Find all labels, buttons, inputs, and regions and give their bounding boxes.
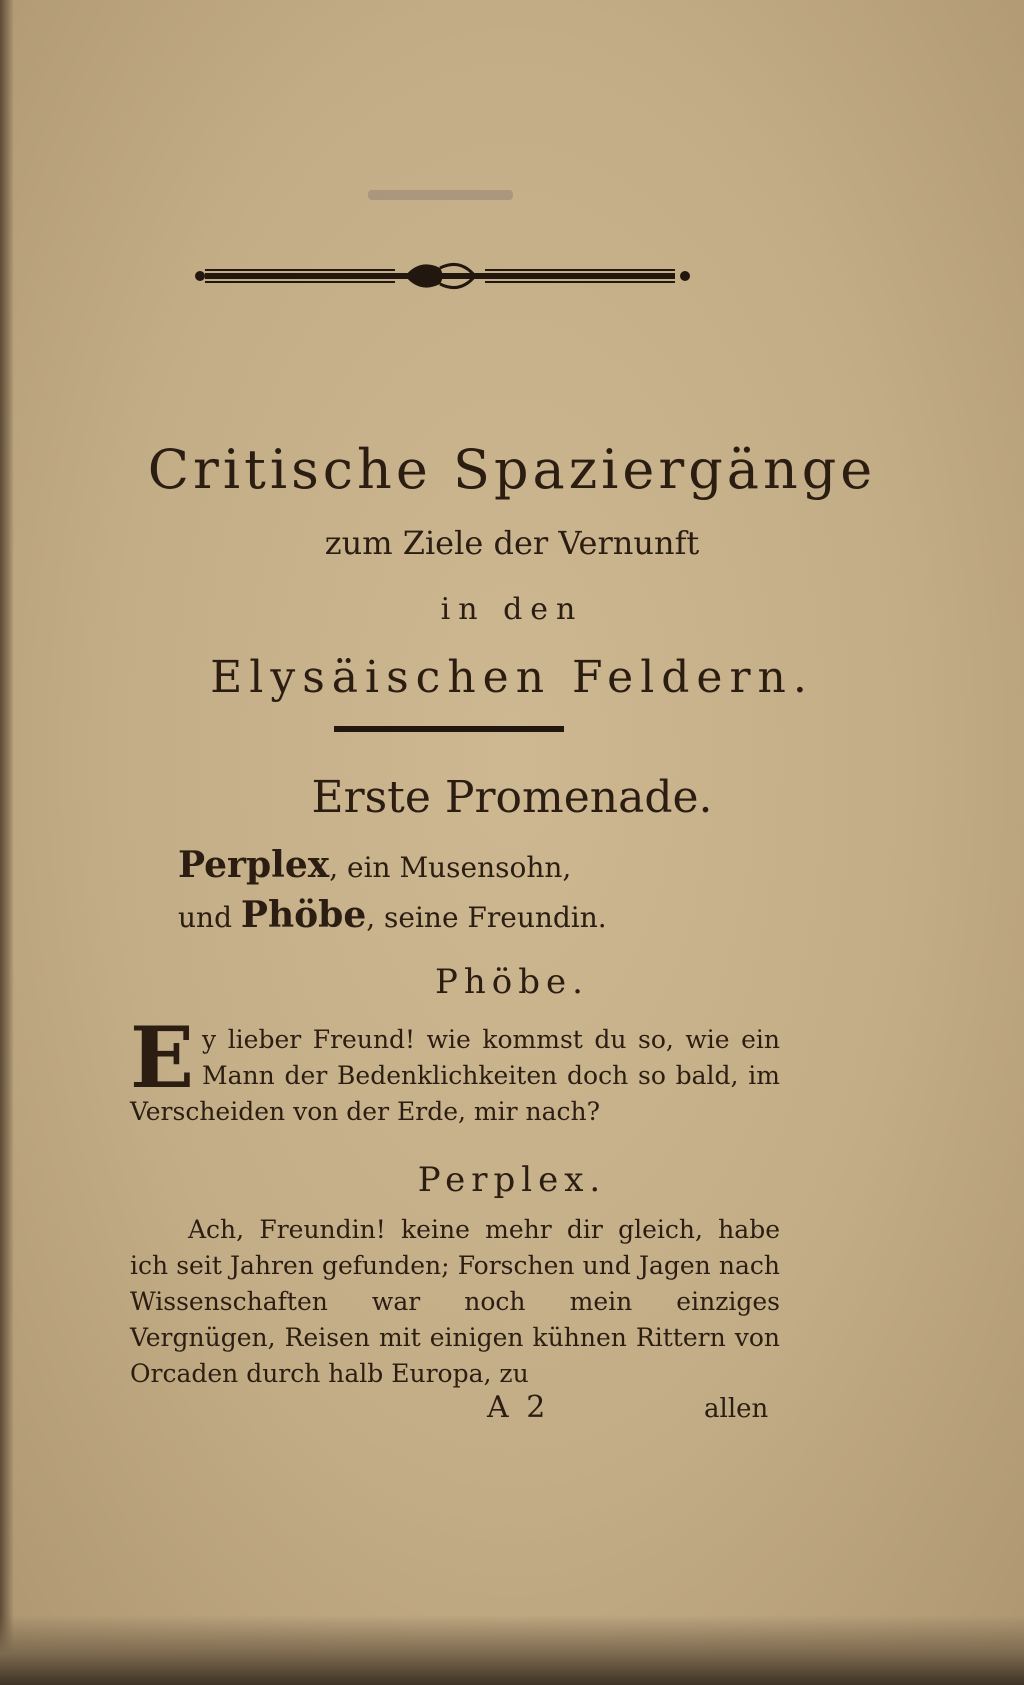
- cast-desc-phoebe: , seine Freundin.: [366, 901, 607, 934]
- cast-name-phoebe: Phöbe: [240, 894, 367, 936]
- paragraph-2: [130, 1212, 780, 1392]
- speaker-phoebe: Phöbe.: [435, 962, 589, 1002]
- cast-line-2: [178, 894, 607, 936]
- paragraph-1-text: y lieber Freund! wie kommst du so, wie ein Mann der Bedenklichkeiten doch so bald, im Verscheiden von der Erde, mir nach?: [130, 1025, 780, 1126]
- horizontal-rule: [334, 726, 564, 732]
- paragraph-1: [130, 1008, 780, 1130]
- cast-name-perplex: Perplex: [178, 844, 330, 886]
- subtitle-line-1: zum Ziele der Vernunft: [324, 524, 700, 562]
- ornamental-border: [195, 256, 695, 296]
- signature-mark: A 2: [487, 1390, 550, 1425]
- cast-prefix: und: [178, 901, 241, 934]
- page-title: Critische Spaziergänge: [147, 438, 877, 501]
- speaker-perplex: Perplex.: [417, 1160, 607, 1200]
- cast-line-1: [178, 844, 571, 886]
- subtitle-line-2: in den: [440, 592, 584, 627]
- catchword: allen: [704, 1394, 769, 1424]
- paragraph-2-text: Ach, Freundin! keine mehr dir gleich, habe ich seit Jahren gefunden; Forschen und Jagen nach Wissenschaften war noch mein einziges Vergnügen, Reisen mit einigen kühnen Rittern von Orcaden durch halb Europa, zu: [130, 1215, 780, 1388]
- page-bottom-edge: [0, 1615, 1024, 1685]
- subtitle-line-3: Elysäischen Feldern.: [210, 652, 814, 703]
- cast-desc-perplex: , ein Musensohn,: [329, 851, 572, 884]
- page-left-edge: [0, 0, 14, 1685]
- faint-ink-mark: [368, 190, 513, 200]
- drop-cap: E: [130, 1008, 195, 1107]
- section-heading: Erste Promenade.: [311, 772, 713, 823]
